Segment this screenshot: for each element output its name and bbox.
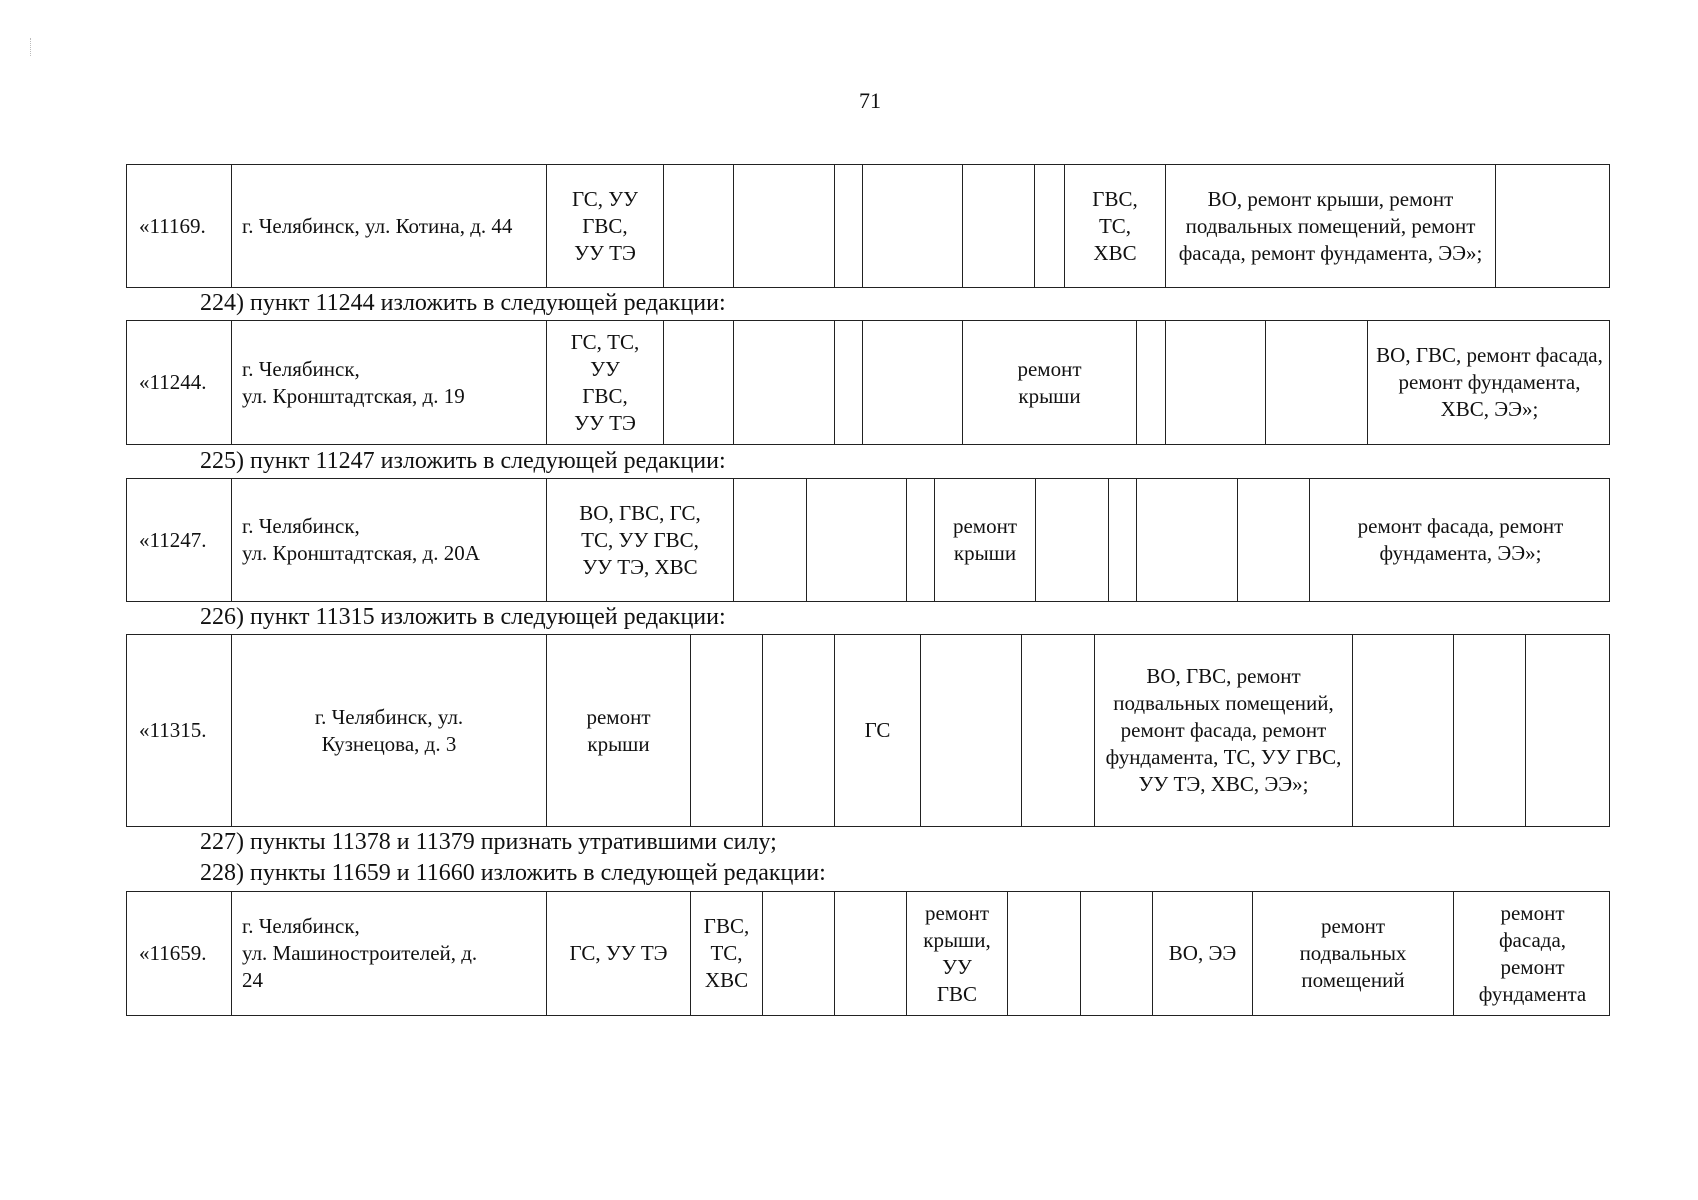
row-number: «11659. bbox=[127, 892, 232, 1015]
table-cell bbox=[664, 321, 734, 444]
table-cell bbox=[921, 635, 1022, 826]
table-cell bbox=[1137, 321, 1166, 444]
instruction-226: 226) пункт 11315 изложить в следующей редакции: bbox=[200, 604, 726, 630]
table-cell: ГС bbox=[835, 635, 921, 826]
table-cell bbox=[1238, 479, 1310, 601]
table-cell: ВО, ГВС, ремонт подвальных помещений, ремонт фасада, ремонт фундамента, ТС, УУ ГВС, УУ ТЭ, ХВС, ЭЭ»; bbox=[1095, 635, 1353, 826]
table-cell bbox=[734, 479, 807, 601]
table-cell: ВО, ГВС, ГС, ТС, УУ ГВС, УУ ТЭ, ХВС bbox=[547, 479, 734, 601]
table-cell: ремонт крыши, УУ ГВС bbox=[907, 892, 1008, 1015]
table-cell: ГВС, ТС, ХВС bbox=[691, 892, 763, 1015]
table-cell bbox=[1022, 635, 1095, 826]
table-cell bbox=[1454, 635, 1526, 826]
table-cell bbox=[807, 479, 907, 601]
table-cell bbox=[863, 321, 963, 444]
row-number: «11169. bbox=[127, 165, 232, 287]
table-cell bbox=[1353, 635, 1454, 826]
table-cell bbox=[664, 165, 734, 287]
table-cell: ВО, ремонт крыши, ремонт подвальных помещений, ремонт фасада, ремонт фундамента, ЭЭ»; bbox=[1166, 165, 1496, 287]
table-cell: ВО, ГВС, ремонт фасада, ремонт фундамента, ХВС, ЭЭ»; bbox=[1376, 343, 1603, 421]
table-cell: ГВС, ТС, ХВС bbox=[1065, 165, 1166, 287]
address-cell: г. Челябинск, ул. Котина, д. 44 bbox=[232, 165, 547, 287]
table-cell bbox=[835, 165, 863, 287]
row-number: «11315. bbox=[127, 635, 232, 826]
table-cell: ремонт подвальных помещений bbox=[1253, 892, 1454, 1015]
table-row-11247 bbox=[126, 478, 1610, 602]
instruction-224: 224) пункт 11244 изложить в следующей редакции: bbox=[200, 290, 726, 316]
instruction-227: 227) пункты 11378 и 11379 признать утратившими силу; bbox=[200, 829, 777, 855]
table-cell bbox=[835, 321, 863, 444]
table-cell bbox=[734, 165, 835, 287]
table-cell: ГС, УУ ГВС, УУ ТЭ bbox=[547, 165, 664, 287]
table-cell bbox=[963, 165, 1035, 287]
table-cell bbox=[907, 479, 935, 601]
table-cell: ВО, ЭЭ bbox=[1153, 892, 1253, 1015]
table-cell: ремонт фасада, ремонт фундамента bbox=[1478, 900, 1587, 1006]
instruction-225: 225) пункт 11247 изложить в следующей редакции: bbox=[200, 448, 726, 474]
table-cell bbox=[1526, 635, 1611, 826]
address-cell: г. Челябинск, ул. Машиностроителей, д. 24 bbox=[232, 892, 547, 1015]
table-cell bbox=[763, 892, 835, 1015]
table-row-11244 bbox=[126, 320, 1610, 445]
address-cell: г. Челябинск, ул. Кронштадтская, д. 19 bbox=[232, 321, 547, 444]
table-cell: ГС, УУ ТЭ bbox=[547, 892, 691, 1015]
table-cell bbox=[1035, 165, 1065, 287]
table-row-11169 bbox=[126, 164, 1610, 288]
table-cell bbox=[1109, 479, 1137, 601]
table-cell bbox=[863, 165, 963, 287]
table-cell: ГС, ТС, УУ ГВС, УУ ТЭ bbox=[547, 321, 664, 444]
table-cell bbox=[1008, 892, 1081, 1015]
address-cell: г. Челябинск, ул. Кронштадтская, д. 20А bbox=[232, 479, 547, 601]
instruction-228: 228) пункты 11659 и 11660 изложить в следующей редакции: bbox=[200, 860, 826, 886]
table-cell bbox=[1036, 479, 1109, 601]
scan-mark bbox=[30, 38, 35, 56]
row-number: «11247. bbox=[127, 479, 232, 601]
table-cell bbox=[691, 635, 763, 826]
page-number: 71 bbox=[859, 88, 881, 113]
table-cell: ремонт фасада, ремонт фундамента, ЭЭ»; bbox=[1357, 514, 1564, 565]
table-cell bbox=[835, 892, 907, 1015]
table-cell: ремонт крыши bbox=[547, 635, 691, 826]
table-row-11315 bbox=[126, 634, 1610, 827]
table-row-11659 bbox=[126, 891, 1610, 1016]
table-cell bbox=[1137, 479, 1238, 601]
address-cell: г. Челябинск, ул. Кузнецова, д. 3 bbox=[232, 635, 547, 826]
table-cell bbox=[1166, 321, 1266, 444]
table-cell bbox=[1496, 165, 1611, 287]
row-number: «11244. bbox=[127, 321, 232, 444]
table-cell: ремонт крыши bbox=[963, 321, 1137, 444]
table-cell bbox=[734, 321, 835, 444]
table-cell bbox=[1081, 892, 1153, 1015]
table-cell bbox=[763, 635, 835, 826]
table-cell bbox=[1266, 321, 1368, 444]
table-cell: ремонт крыши bbox=[935, 479, 1036, 601]
